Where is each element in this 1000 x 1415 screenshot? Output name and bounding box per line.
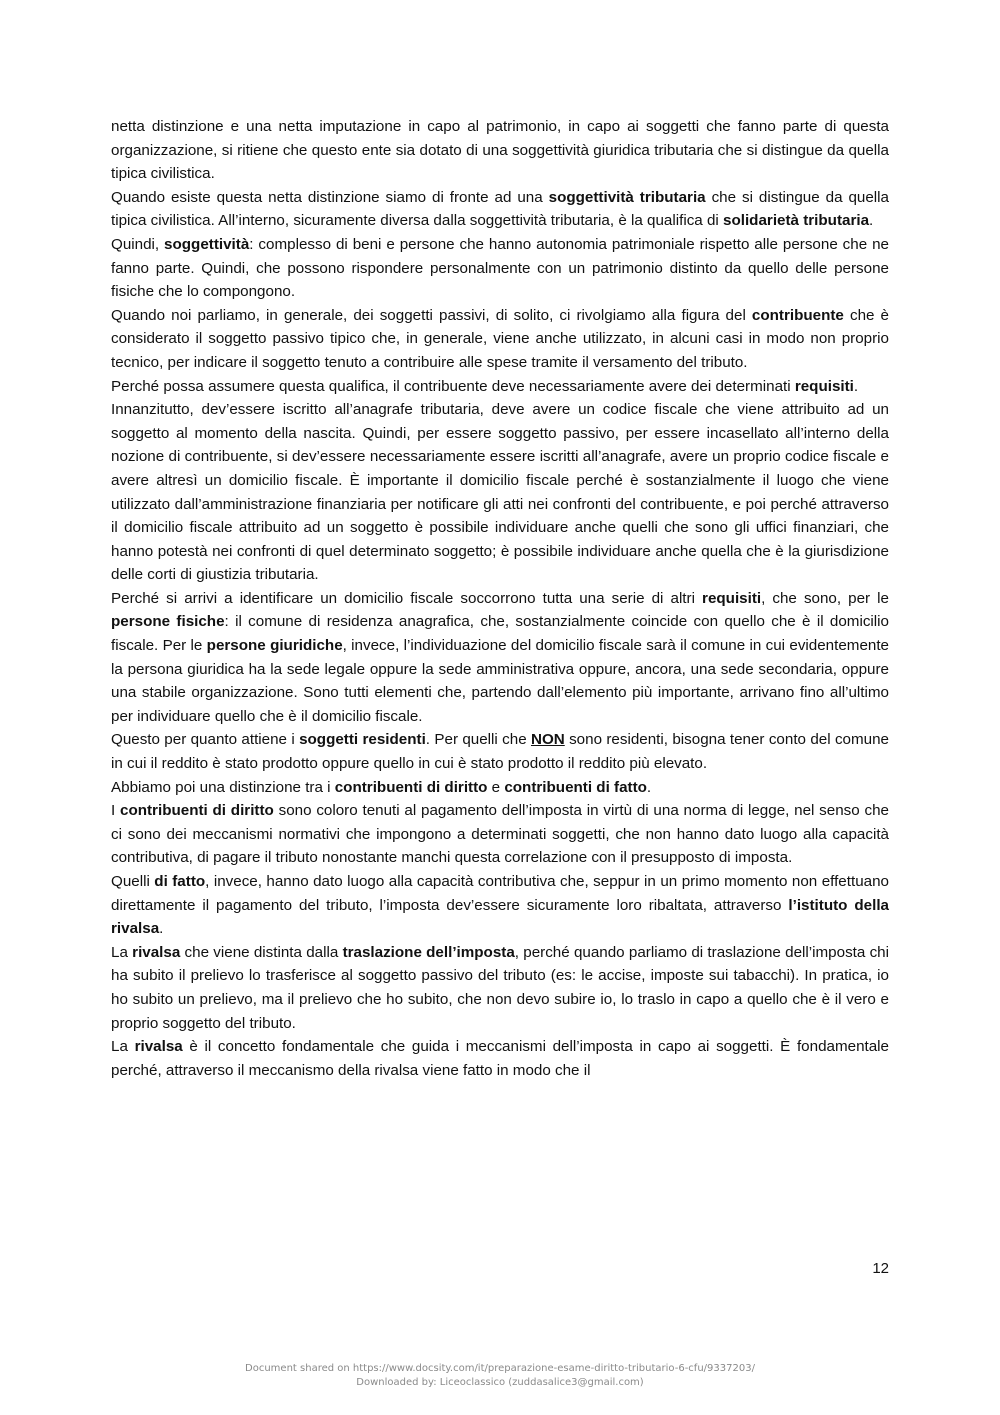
bold-term: contribuenti di diritto	[334, 778, 488, 796]
text-run: .	[853, 377, 859, 395]
docsity-footer	[0, 1362, 1000, 1390]
bold-term: requisiti	[794, 377, 854, 395]
page-number: 12	[872, 1260, 889, 1277]
paragraph	[111, 375, 889, 399]
text-run: Quando esiste questa netta distinzione siamo di fronte ad una	[111, 188, 549, 206]
text-run: .	[869, 212, 874, 230]
text-run: e	[487, 778, 505, 796]
text-run: Perché possa assumere questa qualifica, il contribuente deve necessariamente avere dei determinati	[111, 377, 795, 395]
paragraph	[111, 186, 889, 233]
text-run: è il concetto fondamentale che guida i meccanismi dell’imposta in capo ai soggetti. È fondamentale perché, attraverso il meccanismo della rivalsa viene fatto in modo che il	[111, 1038, 889, 1079]
bold-term: l’istituto della rivalsa	[111, 896, 889, 938]
text-run: Quando noi parliamo, in generale, dei soggetti passivi, di solito, ci rivolgiamo alla figura del	[111, 306, 752, 324]
footer-shared-line: Document shared on https://www.docsity.com/it/preparazione-esame-diritto-tributario-6-cfu/9337203/	[245, 1363, 755, 1374]
underline-text: NON	[530, 731, 565, 749]
paragraph	[111, 115, 889, 186]
text-run: Quindi,	[111, 235, 165, 253]
text-run: I	[111, 802, 120, 820]
bold-term: rivalsa	[132, 943, 181, 961]
text-run: , invece, hanno dato luogo alla capacità contributiva che, seppur in un primo momento non effettuano direttamente il pagamento del tributo, l’imposta dev’essere sicuramente loro ribaltata, attraverso	[111, 873, 889, 914]
text-run: La	[111, 943, 133, 961]
text-run: .	[159, 920, 164, 938]
text-run: Innanzitutto, dev’essere iscritto all’anagrafe tributaria, deve avere un codice fiscale che viene attribuito ad un soggetto al momento della nascita. Quindi, per essere soggetto passivo, per essere incasellato all’interno della nozione di contribuente, si dev’essere necessariamente essere iscritti all’anagrafe, avere un proprio codice fiscale e avere altresì un domicilio fiscale. È importante il domicilio fiscale perché è sostanzialmente il luogo che viene utilizzato dall’amministrazione finanziaria per notificare gli atti nei confronti del contribuente, e poi perché attraverso il domicilio fiscale attribuito ad un soggetto è possibile individuare anche quelli che sono gli uffici finanziari, che hanno potestà nei confronti di quel determinato soggetto; è possibile individuare anche quella che è la giurisdizione delle corti di giustizia tributaria.	[111, 401, 889, 584]
bold-term: requisiti	[702, 589, 762, 607]
paragraph	[111, 233, 889, 304]
paragraph	[111, 587, 889, 729]
bold-term: soggetti residenti	[299, 731, 426, 749]
text-run: .	[646, 778, 652, 796]
emphasis-underlined-text	[531, 731, 565, 748]
text-run: Perché si arrivi a identificare un domicilio fiscale soccorrono tutta una serie di altri	[111, 589, 703, 607]
text-run: netta distinzione e una netta imputazione in capo al patrimonio, in capo ai soggetti che fanno parte di questa organizzazione, si ritiene che questo ente sia dotato di una soggettività giuridica tributaria che si distingue da quella tipica civilistica.	[111, 118, 889, 183]
paragraph	[111, 799, 889, 870]
text-run: : complesso di beni e persone che hanno autonomia patrimoniale rispetto alle persone che ne fanno parte. Quindi, che possono rispondere personalmente con un patrimonio distinto da quello delle persone fisiche che lo compongono.	[111, 235, 889, 301]
text-run: sono residenti, bisogna tener conto del comune in cui il reddito è stato prodotto oppure quello in cui è stato prodotto il reddito più elevato.	[111, 731, 889, 773]
text-run: Questo per quanto attiene i	[111, 731, 300, 749]
paragraph	[111, 1035, 889, 1082]
bold-term: soggettività tributaria	[548, 188, 706, 206]
bold-term: di fatto	[154, 873, 206, 890]
paragraph	[111, 304, 889, 375]
text-run: Quelli	[111, 873, 155, 890]
text-run: Abbiamo poi una distinzione tra i	[111, 778, 335, 796]
text-run: che viene distinta dalla	[180, 943, 343, 961]
text-run: La	[111, 1038, 135, 1056]
bold-term: solidarietà tributaria	[723, 212, 870, 230]
bold-term: soggettività	[164, 235, 250, 253]
text-run: , che sono, per le	[761, 589, 889, 607]
paragraph	[111, 941, 889, 1035]
text-run: . Per quelli che	[425, 731, 531, 749]
paragraph	[111, 398, 889, 587]
text-run: sono coloro tenuti al pagamento dell’imposta in virtù di una norma di legge, nel senso che ci sono dei meccanismi normativi che impongono a determinati soggetti, che non hanno dato luogo alla capacità contributiva, di pagare il tributo nonostante manchi questa correlazione con il presupposto di imposta.	[111, 802, 889, 867]
bold-term: traslazione dell’imposta	[342, 943, 515, 961]
paragraph	[111, 728, 889, 775]
text-run: , invece, l’individuazione del domicilio fiscale sarà il comune in cui evidentemente la persona giuridica ha la sede legale oppure la sede amministrativa oppure, ancora, una sede secondaria, oppure una stabile organizzazione. Sono tutti elementi che, partendo dall’elemento più importante, arrivano fino all’ultimo per individuare quello che è il domicilio fiscale.	[111, 637, 889, 725]
text-run: : il comune di residenza anagrafica, che, sostanzialmente coincide con quello che è il domicilio fiscale. Per le	[111, 613, 889, 655]
bold-term: contribuente	[751, 306, 844, 324]
text-run: che è considerato il soggetto passivo tipico che, in generale, viene anche utilizzato, in alcuni casi in modo non proprio tecnico, per indicare il soggetto tenuto a contribuire alle spese tramite il versamento del tributo.	[111, 306, 889, 371]
text-run: , perché quando parliamo di traslazione dell’imposta chi ha subito il prelievo lo trasferisce al soggetto passivo del tributo (es: le accise, imposte sui tabacchi). In pratica, io ho subito un prelievo, ma il prelievo che ho subito, che non devo subire io, lo traslo in capo a quello che è il vero e proprio soggetto del tributo.	[111, 943, 889, 1032]
bold-term: contribuenti di diritto	[120, 802, 274, 820]
footer-downloaded-line: Downloaded by: Liceoclassico (zuddasalice3@gmail.com)	[356, 1377, 644, 1388]
bold-term: persone fisiche	[111, 613, 225, 631]
bold-term: contribuenti di fatto	[504, 778, 647, 796]
bold-term: rivalsa	[134, 1038, 183, 1056]
paragraph	[111, 870, 889, 941]
bold-term: persone giuridiche	[206, 637, 343, 655]
document-body	[111, 115, 889, 1082]
paragraph	[111, 776, 889, 800]
text-run: che si distingue da quella tipica civilistica. All’interno, sicuramente diversa dalla soggettività tributaria, è la qualifica di	[111, 188, 889, 230]
